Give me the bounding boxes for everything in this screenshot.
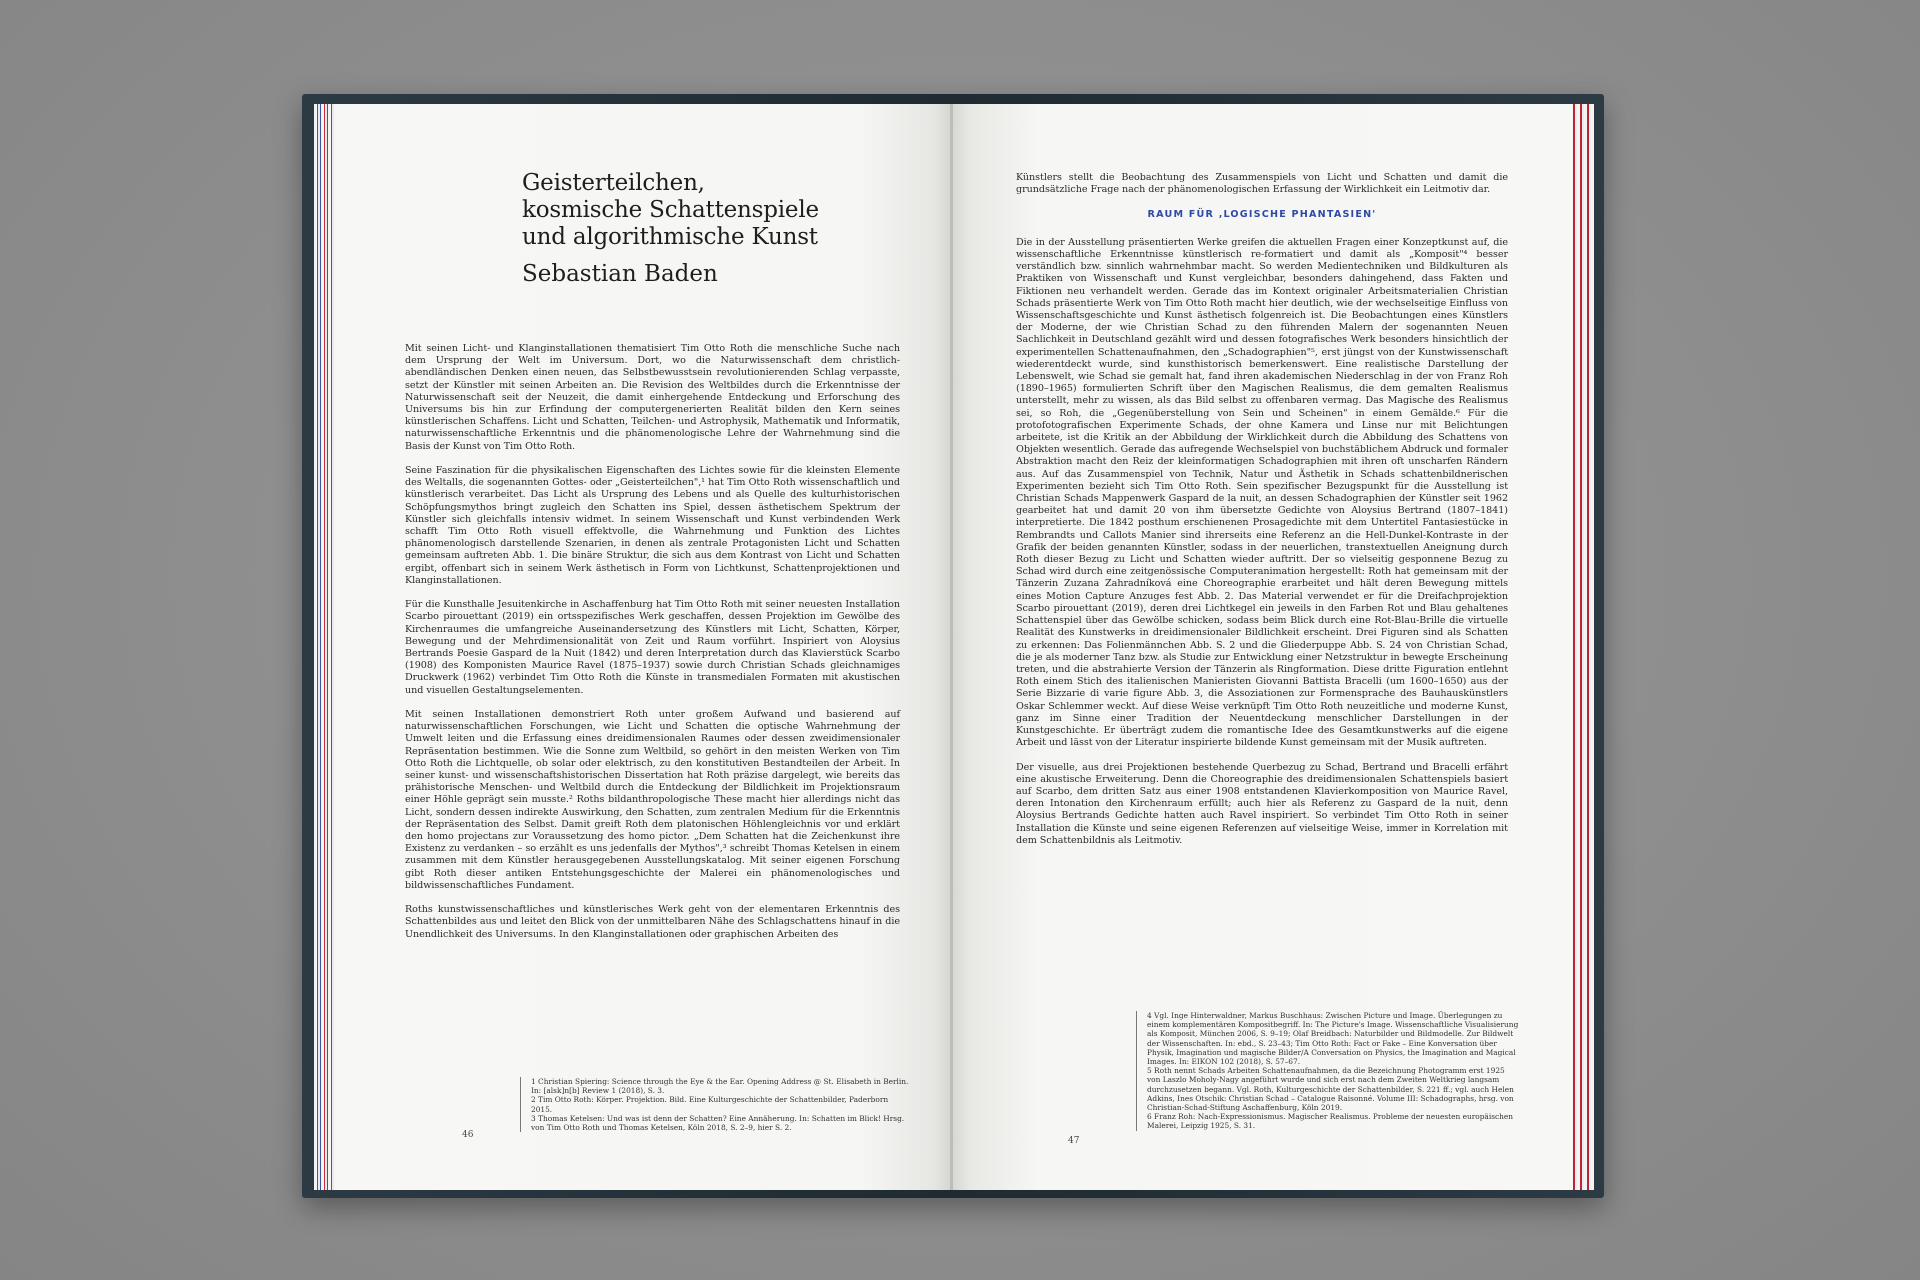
- footnote-2: 2 Tim Otto Roth: Körper. Projektion. Bild. Eine Kulturgeschichte der Schattenbilder, Paderborn 2015.: [531, 1095, 889, 1114]
- author-name: Sebastian Baden: [522, 261, 718, 287]
- footnote-3: 3 Thomas Ketelsen: Und was ist denn der Schatten? Eine Annäherung. In: Schatten im Blick! Hrsg. von Tim Otto Roth und Thomas Ketelsen, Köln 2018, S. 2–9, hier S. 2.: [531, 1113, 905, 1133]
- right-paragraph-2: Der visuelle, aus drei Projektionen bestehende Querbezug zu Schad, Bertrand und Bracelli erfährt eine akustische Erweiterung. Denn die Choreographie des dreidimensionalen Schattenspiels basiert auf Scarbo, dem dritten Satz aus einer 1908 entstandenen Klavierkomposition von Maurice Ravel, deren Intonation den Kirchenraum erfüllt; auch hier als Referenz zu Gaspard de la nuit, denn Aloysius Bertrands Gedichte hatten auch Ravel inspiriert. So verbindet Tim Otto Roth in seiner Installation die Künste und seine eigenen Referenzen auf vielseitige Weise, immer in Korrelation mit dem Schattenbildnis als Leitmotiv.: [1016, 761, 1508, 846]
- footnote-5: 5 Roth nennt Schads Arbeiten Schattenaufnahmen, da die Bezeichnung Photogramm erst 1925 von Laszlo Moholy-Nagy angeführt wurde und sich erst nach dem Zweiten Weltkrieg langsam durchzusetzen begann. Vgl. Roth, Kulturgeschichte der Schattenbilder, S. 221 ff.; vgl. auch Helen Adkins, Ines Otschik: Christian Schad – Catalogue Raisonné. Volume III: Schadographs, hrsg. von Christian-Schad-Stiftung Aschaffenburg, Köln 2019.: [1147, 1066, 1514, 1113]
- article-title-block: [522, 170, 922, 288]
- left-body-column: [405, 343, 900, 953]
- left-paragraph-2: Seine Faszination für die physikalischen Eigenschaften des Lichtes sowie für die kleinsten Elemente des Weltalls, die sogenannten Gottes- oder „Geisterteilchen",¹ hat Tim Otto Roth wissenschaftlich und künstlerisch verarbeitet. Das Licht als Ursprung des Lebens und als Quelle des kulturhistorischen Schöpfungsmythos bringt zugleich den Schatten ins Spiel, dessen ästhetischem Spektrum der Künstler sich gleichfalls intensiv widmet. In seinem Wissenschaft und Kunst verbindenden Werk schafft Tim Otto Roth visuell effektvolle, die Wahrnehmung und Funktion des Lichtes phänomenologisch darstellende Szenarien, in denen als zentrale Protagonisten Licht und Schatten gemeinsam auftreten Abb. 1. Die binäre Struktur, die sich aus dem Kontrast von Licht und Schatten ergibt, offenbart sich in seinem Werk ästhetisch in Form von Lichtkunst, Schattenprojektionen und Klanginstallationen.: [405, 465, 900, 586]
- right-intro-paragraph: Künstlers stellt die Beobachtung des Zusammenspiels von Licht und Schatten und damit die grundsätzliche Frage nach der phänomenologischen Erfassung der Wirklichkeit ein Leitmotiv dar.: [1016, 172, 1508, 196]
- left-paragraph-4: Mit seinen Installationen demonstriert Roth unter großem Aufwand und basierend auf naturwissenschaftlichen Forschungen, wie Licht und Schatten die optische Wahrnehmung der Umwelt leiten und die Erfassung eines dreidimensionalen Raumes oder dessen zweidimensionaler Repräsentation bestimmen. Wie die Sonne zum Weltbild, so gehört in den meisten Werken von Tim Otto Roth die Lichtquelle, ob solar oder elektrisch, zu den konstitutiven Bestandteilen der Arbeit. In seiner kunst- und wissenschaftshistorischen Dissertation hat Roth präzise dargelegt, wie bereits das prähistorische Menschen- und Weltbild durch die Entdeckung der Bildlichkeit im Projektionsraum einer Höhle geprägt sein musste.² Roths bildanthropologische These macht hier allerdings nicht das Licht, sondern dessen indirekte Auswirkung, den Schatten, zum zentralen Medium für die Erkenntnis der Repräsentation des Selbst. Damit greift Roth dem platonischen Höhlengleichnis vor und erklärt den homo projectans zur Voraussetzung des homo pictor. „Dem Schatten hat die Zeichenkunst ihre Existenz zu verdanken – so erzählt es uns jedenfalls der Mythos",³ schreibt Thomas Ketelsen in einem zusammen mit dem Künstler herausgegebenen Ausstellungskatalog. Mit seiner eigenen Forschung gibt Roth dieser antiken Entstehungsgeschichte der Malerei ein phänomenologisches und bildwissenschaftliches Fundament.: [405, 709, 900, 891]
- right-footnotes: [1136, 1011, 1519, 1131]
- title-line-1: Geisterteilchen,: [522, 170, 705, 196]
- section-subheading: RAUM FÜR ‚LOGISCHE PHANTASIEN': [1147, 208, 1377, 220]
- left-paragraph-5: Roths kunstwissenschaftliches und künstlerisches Werk geht von der elementaren Erkenntnis des Schattenbildes aus und leitet den Blick von der unmittelbaren Nähe des Schlagschattens hinauf in die Unendlichkeit des Universums. In den Klanginstallationen oder graphischen Arbeiten des: [405, 904, 900, 940]
- page-number-right: 47: [1068, 1136, 1080, 1146]
- right-paragraph-1: Die in der Ausstellung präsentierten Werke greifen die aktuellen Fragen einer Konzeptkunst auf, die wissenschaftliche Erkenntnisse künstlerisch re-formatiert und damit als „Komposit"⁴ besser verständlich bzw. sinnlich wahrnehmbar macht. So werden Medientechniken und Bildkulturen als Praktiken von Wissenschaft und Kunst vergleichbar, besonders dahingehend, dass Fakten und Fiktionen neu verhandelt werden. Gerade das im Kontext originaler Arbeitsmaterialien Christian Schads präsentierte Werk von Tim Otto Roth macht hier deutlich, wie der wechselseitige Einfluss von Wissenschaftsgeschichte und Kunst ästhetisch folgenreich ist. Die Beobachtungen eines Künstlers der Moderne, der wie Christian Schad zu den führenden Malern der sogenannten Neuen Sachlichkeit in Deutschland gezählt wird und dessen fotografisches Werk besonders hinsichtlich der experimentellen Schattenaufnahmen, den „Schadographien"⁵, erst jüngst von der Kunstwissenschaft wiederentdeckt wurde, sind kunsthistorisch bemerkenswert. Eine realistische Darstellung der Lebenswelt, wie Schad sie gemalt hat, fand ihren akademischen Niederschlag in der von Franz Roh (1890–1965) formulierten Schrift über den Magischen Realismus, die dem gemalten Realismus unterstellt, mehr zu wissen, als das Bild selbst zu offenbaren vermag. Das Magische des Realismus sei, so Roh, die „Gegenüberstellung von Sein und Scheinen" in einem Gemälde.⁶ Für die protofotografischen Experimente Schads, der ohne Kamera und Linse nur mit Belichtungen arbeitete, ist die Kritik an der Abbildung der Wirklichkeit durch die Abbildung des Schattens von Objekten wesentlich. Gerade das aufregende Wechselspiel von buchstäblichem Abdruck und formaler Abstraktion macht den Reiz der kleinformatigen Schadographien mit ihren oft unscharfen Rändern aus. Auf das Zusammenspiel von Technik, Natur und Ästhetik in Schads schattenbildnerischen Experimenten bezieht sich Tim Otto Roth. Sein spezifischer Bezugspunkt für die Ausstellung ist Christian Schads Mappenwerk Gaspard de la nuit, an dessen Schadographien der Künstler seit 1962 gearbeitet hat und damit 20 von ihm übersetzte Gedichte von Aloysius Bertrand (1807–1841) interpretierte. Die 1842 posthum erschienenen Prosagedichte mit dem Untertitel Fantasiestücke in Rembrandts und Callots Manier sind ihrerseits eine Referenz an die Hell-Dunkel-Kontraste in der Grafik der beiden genannten Künstler, sodass in der neuerlichen, transtextuellen Aneignung durch Roth dieser Bezug zu Licht und Schatten wieder auftritt. Der so vielseitig gesponnene Bezug zu Schad wird durch eine zeitgenössische Computeranimation hergestellt: Roth hat gemeinsam mit der Tänzerin Zuzana Zahradníková eine Choreographie erarbeitet und hält deren Bewegung mittels eines Motion Capture Anzuges fest Abb. 2. Das Material verwendet er für die Dreifachprojektion Scarbo pirouettant (2019), deren drei Lichtkegel ein jeweils in den Farben Rot und Blau gehaltenes Schattenspiel über das Gewölbe schicken, sodass beim Blick durch eine Rot-Blau-Brille die virtuelle Realität des Kunstwerks in dreidimensionaler Bildlichkeit erscheint. Drei Figuren sind als Schatten zu erkennen: Das Folienmännchen Abb. S. 2 und die Gliederpuppe Abb. S. 24 von Christian Schad, die je als moderner Tanz bzw. als Studie zur Entwicklung einer Netzstruktur in bewegte Erscheinung treten, und die abstrahierte Version der Tänzerin als Ringformation. Diese dritte Figuration entlehnt Roth einem Stich des italienischen Manieristen Giovanni Battista Bracelli (um 1600–1650) aus der Serie Bizzarie di varie figure Abb. 3, die Assoziationen zur Formensprache des Bauhauskünstlers Oskar Schlemmer weckt. Auf diese Weise verknüpft Tim Otto Roth neuzeitliche und moderne Kunst, ganz im Sinne einer Tradition der Neuentdeckung menschlicher Darstellungen in der Kunstgeschichte. Er überträgt zudem die romantische Idee des Gesamtkunstwerks auf die eigene Arbeit und lässt von der Literatur inspirierte bildende Kunst gemeinsam mit der Musik auftreten.: [1016, 236, 1508, 749]
- page-edge-right: [1570, 104, 1594, 1190]
- page-edge-left: [314, 104, 336, 1190]
- left-paragraph-3: Für die Kunsthalle Jesuitenkirche in Aschaffenburg hat Tim Otto Roth mit seiner neuesten Installation Scarbo pirouettant (2019) ein ortsspezifisches Werk geschaffen, dessen Projektion im Gewölbe des Kirchenraumes die umfangreiche Auseinandersetzung des Künstlers mit Licht, Schatten, Körper, Bewegung und der Mehrdimensionalität von Zeit und Raum vorführt. Inspiriert von Aloysius Bertrands Poesie Gaspard de la Nuit (1842) und deren Interpretation durch das Klavierstück Scarbo (1908) des Komponisten Maurice Ravel (1875–1937) sowie durch Christian Schads gleichnamiges Druckwerk (1962) verbindet Tim Otto Roth die Künste in transmedialen Formaten mit akustischen und visuellen Gestaltungselementen.: [405, 599, 900, 696]
- footnote-4: 4 Vgl. Inge Hinterwaldner, Markus Buschhaus: Zwischen Picture und Image. Überlegungen zu einem komplementären Kompositbegriff. In: The Picture's Image. Wissenschaftliche Visualisierung als Komposit, München 2006, S. 9–19; Olaf Breidbach: Naturbilder und Bildmodelle. Zur Bildwelt der Wissenschaften. In: ebd., S. 23–43; Tim Otto Roth: Fact or Fake – Eine Konversation über Physik, Imagination und magische Bilder/A Conversation on Physics, the Imagination and Magical Images. In: EIKON 102 (2018), S. 57–67.: [1147, 1011, 1519, 1067]
- title-line-3: und algorithmische Kunst: [522, 224, 818, 250]
- title-line-2: kosmische Schattenspiele: [522, 197, 819, 223]
- footnote-1: 1 Christian Spiering: Science through the Eye & the Ear. Opening Address @ St. Elisabeth in Berlin. In: [alsk]n[b] Review 1 (2018), S. 3.: [531, 1077, 909, 1096]
- book-gutter: [950, 104, 953, 1190]
- page-number-left: 46: [462, 1130, 474, 1140]
- right-body-column: [1016, 172, 1508, 859]
- left-footnotes: [520, 1077, 911, 1132]
- left-paragraph-1: Mit seinen Licht- und Klanginstallationen thematisiert Tim Otto Roth die menschliche Suche nach dem Ursprung der Welt im Universum. Dort, wo die Naturwissenschaft dem christlich-abendländischen Denken einen neuen, das Selbstbewusstsein revolutionierenden Schlag verpasste, setzt der Künstler mit seinen Arbeiten an. Die Revision des Weltbildes durch die Erkenntnisse der Naturwissenschaft seit der Neuzeit, die damit einhergehende Entdeckung und Erforschung des Universums bis hin zur Erfindung der computergenerierten Realität bilden den Kern seines künstlerischen Schaffens. Licht und Schatten, Teilchen- und Astrophysik, Mathematik und Informatik, naturwissenschaftliche Erkenntnis und die phänomenologische Lehre der Wahrnehmung sind die Basis der Kunst von Tim Otto Roth.: [405, 343, 900, 452]
- footnote-6: 6 Franz Roh: Nach-Expressionismus. Magischer Realismus. Probleme der neuesten europäischen Malerei, Leipzig 1925, S. 31.: [1147, 1112, 1514, 1131]
